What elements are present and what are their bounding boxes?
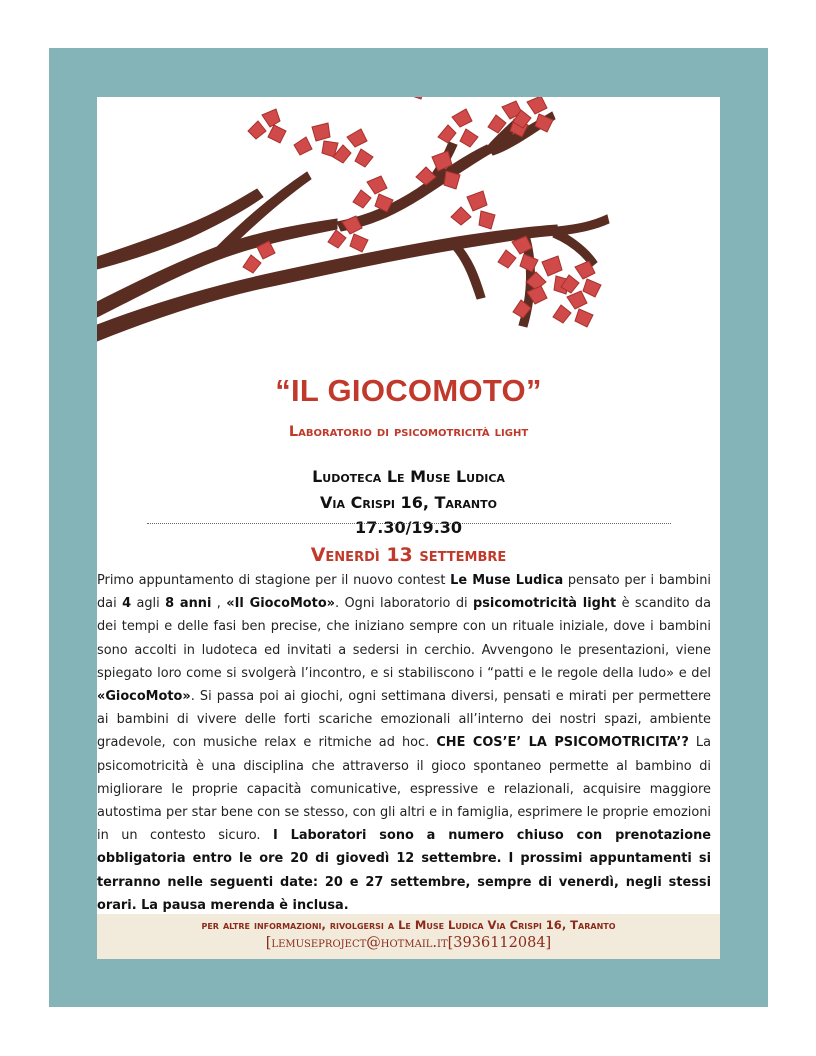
event-time: 17.30/19.30 <box>354 518 463 537</box>
event-subtitle: Laboratorio di psicomotricità light <box>288 424 529 440</box>
dotted-divider <box>147 523 671 524</box>
contact-footer <box>97 914 720 959</box>
venue-name: Ludoteca Le Muse Ludica <box>312 467 505 486</box>
event-description: Primo appuntamento di stagione per il nuovo contest Le Muse Ludica pensato per i bambini dai 4 agli 8 anni , «Il GiocoMoto». Ogni laboratorio di psicomotricità light è scandito da dei tempi e delle fasi ben precise, che iniziano sempre con un rituale iniziale, dove i bambini sono accolti in ludoteca ed invitati a sedersi in cerchio. Avvengono le presentazioni, viene spiegato loro come si svolgerà l’incontro, e si stabiliscono i “patti e le regole della ludo» e del «GiocoMoto». Si passa poi ai giochi, ogni settimana diversi, pensati e mirati per permettere ai bambini di vivere delle forti scariche emozionali all’interno dei nostri spazi, ambiente gradevole, con musiche relax e ritmiche ad hoc. CHE COS’E’ LA PSICOMOTRICITA’? La psicomotricità è una disciplina che attraverso il gioco spontaneo permette al bambino di migliorare le proprie capacità comunicative, espressive e relazionali, acquisire maggiore autostima per star bene con se stesso, con gli altri e in famiglia, esprimere le proprie emozioni in un contesto sicuro. I Laboratori sono a numero chiuso con prenotazione obbligatoria entro le ore 20 di giovedì 12 settembre. I prossimi appuntamenti si terranno nelle seguenti date: 20 e 27 settembre, sempre di venerdì, negli stessi orari. La pausa merenda è inclusa. <box>97 573 711 913</box>
flyer-page <box>97 97 720 959</box>
contact-info: per altre informazioni, rivolgersi a Le Muse Ludica Via Crispi 16, Taranto <box>201 918 616 932</box>
contact-email-phone[interactable]: [lemuseproject@hotmail.it[3936112084] <box>265 935 552 951</box>
cherry-blossom-branch-illustration <box>97 97 720 359</box>
venue-address: Via Crispi 16, Taranto <box>320 493 497 512</box>
event-title: “IL GIOCOMOTO” <box>275 373 542 408</box>
event-date: Venerdì 13 settembre <box>310 544 507 566</box>
